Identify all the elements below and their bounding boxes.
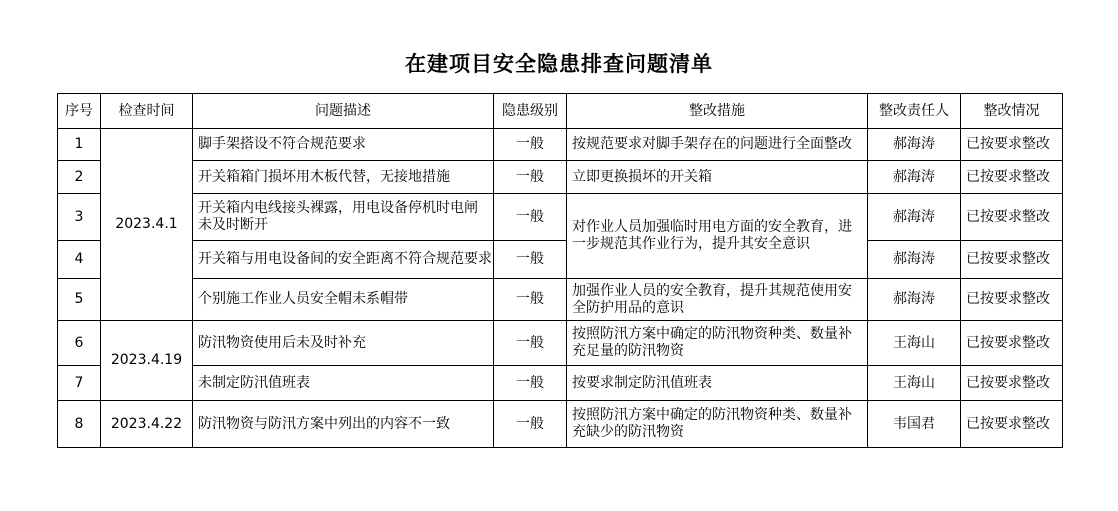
cell-status: 已按要求整改 [961,279,1063,321]
cell-status: 已按要求整改 [961,194,1063,241]
cell-measure: 对作业人员加强临时用电方面的安全教育，进一步规范其作业行为，提升其安全意识 [567,194,868,279]
table-row [58,279,1063,321]
cell-problem: 开关箱内电线接头裸露，用电设备停机时电闸未及时断开 [193,194,494,241]
cell-level: 一般 [494,321,567,366]
cell-serial: 4 [58,241,101,279]
table-row [58,241,1063,279]
cell-owner: 郝海涛 [868,194,961,241]
cell-serial: 1 [58,129,101,161]
cell-problem: 开关箱与用电设备间的安全距离不符合规范要求 [193,241,494,279]
cell-owner: 郝海涛 [868,129,961,161]
header-owner: 整改责任人 [868,94,961,129]
cell-serial: 3 [58,194,101,241]
cell-measure: 按照防汛方案中确定的防汛物资种类、数量补充缺少的防汛物资 [567,401,868,448]
cell-measure: 按照防汛方案中确定的防汛物资种类、数量补充足量的防汛物资 [567,321,868,366]
cell-serial: 8 [58,401,101,448]
cell-date: 2023.4.22 [101,401,193,448]
cell-status: 已按要求整改 [961,161,1063,194]
cell-level: 一般 [494,401,567,448]
cell-level: 一般 [494,279,567,321]
cell-serial: 2 [58,161,101,194]
table-row [58,321,1063,366]
cell-date: 2023.4.1 [101,129,193,321]
cell-status: 已按要求整改 [961,241,1063,279]
header-row [58,94,1063,129]
cell-owner: 郝海涛 [868,241,961,279]
header-problem: 问题描述 [193,94,494,129]
cell-measure: 立即更换损坏的开关箱 [567,161,868,194]
header-status: 整改情况 [961,94,1063,129]
cell-problem: 个别施工作业人员安全帽未系帽带 [193,279,494,321]
cell-level: 一般 [494,161,567,194]
cell-level: 一般 [494,129,567,161]
cell-serial: 5 [58,279,101,321]
cell-owner: 郝海涛 [868,161,961,194]
cell-problem: 防汛物资使用后未及时补充 [193,321,494,366]
table-row [58,194,1063,241]
cell-status: 已按要求整改 [961,129,1063,161]
table-row [58,366,1063,401]
table-row [58,129,1063,161]
cell-date: 2023.4.19 [101,321,193,401]
cell-owner: 韦国君 [868,401,961,448]
cell-serial: 6 [58,321,101,366]
cell-problem: 未制定防汛值班表 [193,366,494,401]
header-serial: 序号 [58,94,101,129]
cell-level: 一般 [494,241,567,279]
cell-level: 一般 [494,366,567,401]
page-title: 在建项目安全隐患排查问题清单 [405,52,713,76]
cell-measure: 按要求制定防汛值班表 [567,366,868,401]
cell-level: 一般 [494,194,567,241]
cell-problem: 开关箱箱门损坏用木板代替，无接地措施 [193,161,494,194]
cell-serial: 7 [58,366,101,401]
cell-status: 已按要求整改 [961,366,1063,401]
cell-owner: 王海山 [868,366,961,401]
cell-measure: 按规范要求对脚手架存在的问题进行全面整改 [567,129,868,161]
header-inspect-date: 检查时间 [101,94,193,129]
cell-status: 已按要求整改 [961,401,1063,448]
issues-table [57,93,1063,448]
cell-status: 已按要求整改 [961,321,1063,366]
cell-problem: 脚手架搭设不符合规范要求 [193,129,494,161]
cell-owner: 郝海涛 [868,279,961,321]
cell-measure: 加强作业人员的安全教育，提升其规范使用安全防护用品的意识 [567,279,868,321]
header-measure: 整改措施 [567,94,868,129]
table-row [58,401,1063,448]
table-row [58,161,1063,194]
cell-problem: 防汛物资与防汛方案中列出的内容不一致 [193,401,494,448]
cell-owner: 王海山 [868,321,961,366]
header-level: 隐患级别 [494,94,567,129]
